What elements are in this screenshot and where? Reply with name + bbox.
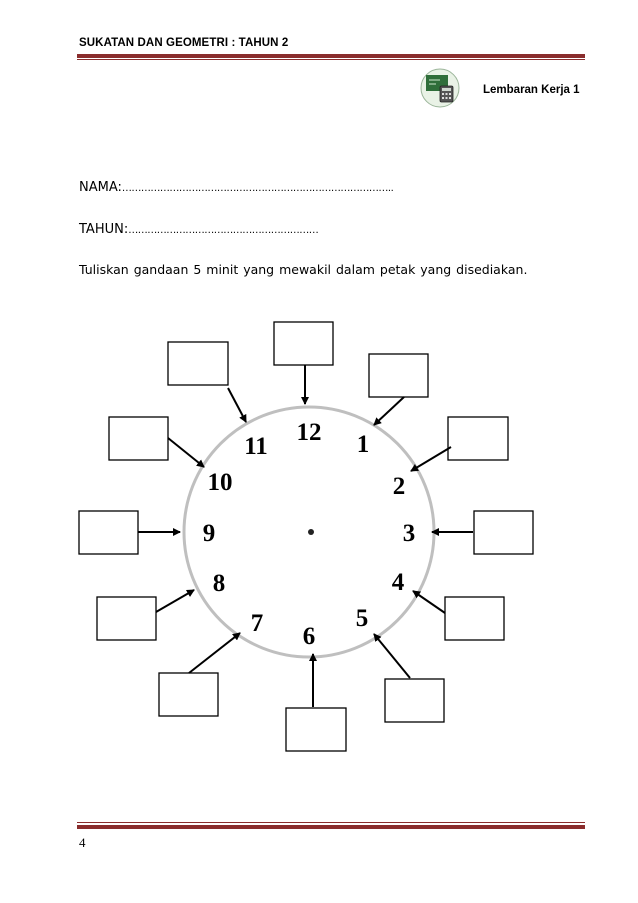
answer-box-11[interactable] xyxy=(168,342,228,385)
answer-box-4[interactable] xyxy=(445,597,504,640)
footer-rule xyxy=(77,825,585,829)
arrow-1 xyxy=(374,397,404,425)
clock-number-9: 9 xyxy=(202,520,216,547)
page-number: 4 xyxy=(79,835,86,850)
name-label: NAMA: xyxy=(79,180,122,195)
arrow-11 xyxy=(228,388,246,422)
answer-box-1[interactable] xyxy=(369,354,428,397)
answer-box-3[interactable] xyxy=(474,511,533,554)
answer-box-7[interactable] xyxy=(159,673,218,716)
answer-box-8[interactable] xyxy=(97,597,156,640)
sheet-label: Lembaran Kerja 1 xyxy=(483,84,580,96)
clock-center-dot xyxy=(308,529,314,535)
arrow-10 xyxy=(168,438,204,467)
answer-box-6[interactable] xyxy=(286,708,346,751)
clock-number-4: 4 xyxy=(391,569,405,596)
arrow-8 xyxy=(156,590,194,612)
clock-number-3: 3 xyxy=(402,520,416,547)
arrow-5 xyxy=(374,634,410,678)
answer-box-12[interactable] xyxy=(274,322,333,365)
clock-number-2: 2 xyxy=(392,473,406,500)
name-dots: ………………………………………………………………………….. xyxy=(121,183,394,194)
clock-number-8: 8 xyxy=(212,570,226,597)
answer-box-5[interactable] xyxy=(385,679,444,722)
clock-number-10: 10 xyxy=(207,469,233,496)
year-dots: …………………………………………………… xyxy=(128,225,319,236)
arrow-4 xyxy=(413,591,445,613)
clock-number-6: 6 xyxy=(302,623,316,650)
clock-number-12: 12 xyxy=(296,419,322,446)
answer-box-2[interactable] xyxy=(448,417,508,460)
arrow-7 xyxy=(189,633,240,673)
arrow-2 xyxy=(411,447,451,471)
header-title: SUKATAN DAN GEOMETRI : TAHUN 2 xyxy=(79,37,289,49)
footer-rule-thin xyxy=(77,822,585,823)
clock-number-11: 11 xyxy=(244,433,268,460)
clock-number-5: 5 xyxy=(355,605,369,632)
answer-box-9[interactable] xyxy=(79,511,138,554)
clock-number-1: 1 xyxy=(356,431,370,458)
answer-box-10[interactable] xyxy=(109,417,168,460)
instruction-text: Tuliskan gandaan 5 minit yang mewakil dalam petak yang disediakan. xyxy=(79,262,528,277)
year-label: TAHUN: xyxy=(79,222,129,237)
clock-number-7: 7 xyxy=(250,610,264,637)
